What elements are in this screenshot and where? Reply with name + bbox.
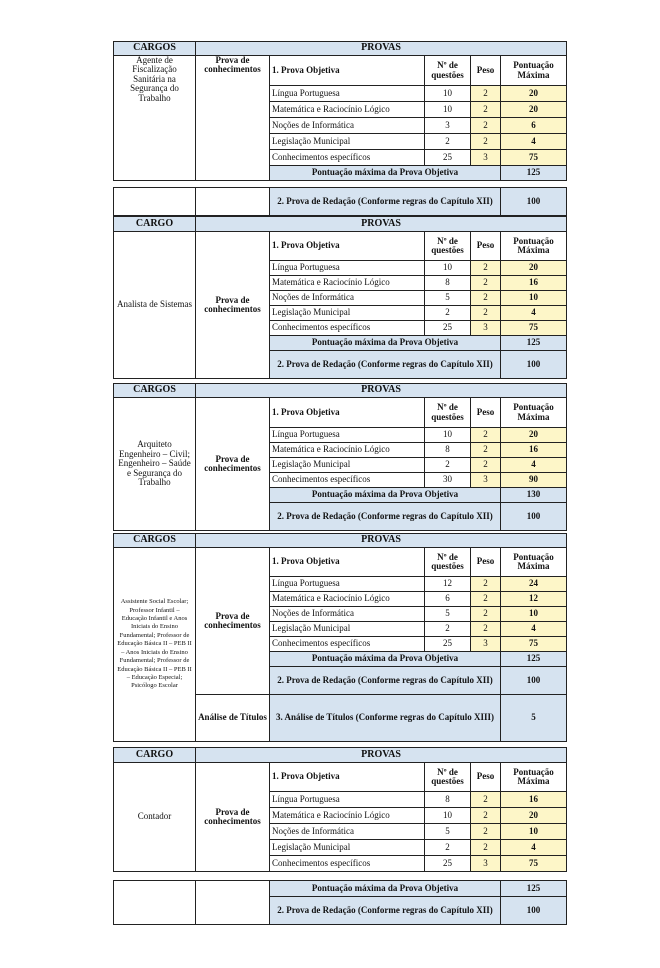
exam-table-professores (113, 533, 567, 742)
objective-title: 1. Prova Objetiva (270, 398, 425, 428)
peso-cell: 2 (471, 443, 501, 458)
pontuacao-cell: 75 (501, 856, 567, 872)
subject-cell: Legislação Municipal (270, 458, 425, 473)
total-label: Pontuação máxima da Prova Objetiva (270, 652, 501, 667)
subject-cell: Matemática e Raciocínio Lógico (270, 276, 425, 291)
redacao-label: 2. Prova de Redação (Conforme regras do Capítulo XII) (270, 897, 501, 925)
pontuacao-cell: 10 (501, 607, 567, 622)
subject-cell: Língua Portuguesa (270, 792, 425, 808)
subject-cell: Matemática e Raciocínio Lógico (270, 592, 425, 607)
peso-cell: 2 (471, 102, 501, 118)
total-label: Pontuação máxima da Prova Objetiva (270, 488, 501, 503)
questoes-cell: 2 (425, 458, 471, 473)
pontuacao-cell: 20 (501, 428, 567, 443)
questoes-cell: 8 (425, 443, 471, 458)
subject-cell: Noções de Informática (270, 607, 425, 622)
peso-cell: 3 (471, 150, 501, 166)
col-pontuacao: Pontuação Máxima (501, 763, 567, 792)
pontuacao-cell: 16 (501, 276, 567, 291)
subject-cell: Conhecimentos específicos (270, 637, 425, 652)
total-label: Pontuação máxima da Prova Objetiva (270, 881, 501, 897)
cargos-header: CARGOS (114, 534, 196, 548)
questoes-cell: 30 (425, 473, 471, 488)
pontuacao-cell: 10 (501, 824, 567, 840)
prova-tipo: Prova de conhecimentos (196, 763, 270, 872)
peso-cell: 3 (471, 473, 501, 488)
cargo-name: Arquiteto Engenheiro – Civil; Engenheiro – Saúde e Segurança do Trabalho (114, 398, 196, 531)
redacao-table-agente (113, 187, 567, 216)
col-questoes: Nº de questões (425, 763, 471, 792)
peso-cell: 2 (471, 592, 501, 607)
prova-tipo: Prova de conhecimentos (196, 56, 270, 181)
redacao-value: 100 (501, 667, 567, 695)
col-questoes: Nº de questões (425, 232, 471, 261)
cargo-header: CARGO (114, 217, 196, 232)
total-value: 125 (501, 881, 567, 897)
questoes-cell: 25 (425, 321, 471, 336)
titulos-value: 5 (501, 695, 567, 742)
questoes-cell: 8 (425, 276, 471, 291)
pontuacao-cell: 4 (501, 840, 567, 856)
pontuacao-cell: 16 (501, 443, 567, 458)
pontuacao-cell: 75 (501, 637, 567, 652)
col-peso: Peso (471, 548, 501, 577)
peso-cell: 2 (471, 276, 501, 291)
col-peso: Peso (471, 232, 501, 261)
subject-cell: Legislação Municipal (270, 134, 425, 150)
total-value: 125 (501, 166, 567, 181)
peso-cell: 2 (471, 306, 501, 321)
pontuacao-cell: 20 (501, 102, 567, 118)
questoes-cell: 12 (425, 577, 471, 592)
pontuacao-cell: 4 (501, 134, 567, 150)
redacao-value: 100 (501, 188, 567, 216)
col-questoes: Nº de questões (425, 56, 471, 86)
provas-header: PROVAS (196, 384, 567, 398)
col-peso: Peso (471, 763, 501, 792)
redacao-label: 2. Prova de Redação (Conforme regras do Capítulo XII) (270, 667, 501, 695)
cargo-name: Contador (114, 763, 196, 872)
exam-table-agente (113, 41, 567, 181)
questoes-cell: 2 (425, 840, 471, 856)
total-label: Pontuação máxima da Prova Objetiva (270, 336, 501, 351)
questoes-cell: 10 (425, 261, 471, 276)
subject-cell: Conhecimentos específicos (270, 150, 425, 166)
subject-cell: Noções de Informática (270, 824, 425, 840)
prova-tipo: Prova de conhecimentos (196, 548, 270, 695)
objective-title: 1. Prova Objetiva (270, 763, 425, 792)
peso-cell: 2 (471, 622, 501, 637)
cargos-header: CARGOS (114, 42, 196, 56)
cargo-name: Agente de Fiscalização Sanitária na Segurança do Trabalho (114, 56, 196, 181)
peso-cell: 2 (471, 577, 501, 592)
peso-cell: 2 (471, 291, 501, 306)
pontuacao-cell: 4 (501, 306, 567, 321)
questoes-cell: 2 (425, 134, 471, 150)
pontuacao-cell: 10 (501, 291, 567, 306)
subject-cell: Conhecimentos específicos (270, 856, 425, 872)
questoes-cell: 5 (425, 607, 471, 622)
pontuacao-cell: 90 (501, 473, 567, 488)
subject-cell: Língua Portuguesa (270, 86, 425, 102)
cargo-header: CARGO (114, 748, 196, 763)
peso-cell: 3 (471, 637, 501, 652)
titulos-label: 3. Análise de Títulos (Conforme regras do Capítulo XIII) (270, 695, 501, 742)
col-pontuacao: Pontuação Máxima (501, 56, 567, 86)
objective-title: 1. Prova Objetiva (270, 232, 425, 261)
pontuacao-cell: 75 (501, 150, 567, 166)
peso-cell: 2 (471, 607, 501, 622)
col-pontuacao: Pontuação Máxima (501, 548, 567, 577)
questoes-cell: 2 (425, 306, 471, 321)
subject-cell: Língua Portuguesa (270, 261, 425, 276)
objective-title: 1. Prova Objetiva (270, 56, 425, 86)
titulos-tipo: Análise de Títulos (196, 695, 270, 742)
cargo-name: Analista de Sistemas (114, 232, 196, 379)
redacao-value: 100 (501, 503, 567, 531)
peso-cell: 2 (471, 86, 501, 102)
prova-tipo: Prova de conhecimentos (196, 398, 270, 531)
peso-cell: 2 (471, 134, 501, 150)
provas-header: PROVAS (196, 42, 567, 56)
peso-cell: 2 (471, 840, 501, 856)
pontuacao-cell: 75 (501, 321, 567, 336)
total-value: 130 (501, 488, 567, 503)
pontuacao-cell: 12 (501, 592, 567, 607)
questoes-cell: 3 (425, 118, 471, 134)
questoes-cell: 25 (425, 856, 471, 872)
col-peso: Peso (471, 398, 501, 428)
subject-cell: Noções de Informática (270, 291, 425, 306)
questoes-cell: 10 (425, 808, 471, 824)
pontuacao-cell: 20 (501, 261, 567, 276)
pontuacao-cell: 4 (501, 622, 567, 637)
subject-cell: Língua Portuguesa (270, 428, 425, 443)
prova-tipo: Prova de conhecimentos (196, 232, 270, 379)
total-value: 125 (501, 652, 567, 667)
subject-cell: Legislação Municipal (270, 306, 425, 321)
exam-table-analista (113, 216, 567, 379)
objective-title: 1. Prova Objetiva (270, 548, 425, 577)
col-questoes: Nº de questões (425, 398, 471, 428)
subject-cell: Matemática e Raciocínio Lógico (270, 443, 425, 458)
subject-cell: Conhecimentos específicos (270, 473, 425, 488)
peso-cell: 2 (471, 118, 501, 134)
questoes-cell: 25 (425, 150, 471, 166)
subject-cell: Legislação Municipal (270, 840, 425, 856)
subject-cell: Matemática e Raciocínio Lógico (270, 808, 425, 824)
subject-cell: Conhecimentos específicos (270, 321, 425, 336)
cargos-header: CARGOS (114, 384, 196, 398)
provas-header: PROVAS (196, 534, 567, 548)
questoes-cell: 5 (425, 824, 471, 840)
exam-table-arquiteto (113, 383, 567, 531)
peso-cell: 2 (471, 824, 501, 840)
pontuacao-cell: 20 (501, 808, 567, 824)
questoes-cell: 10 (425, 428, 471, 443)
total-label: Pontuação máxima da Prova Objetiva (270, 166, 501, 181)
questoes-cell: 6 (425, 592, 471, 607)
questoes-cell: 8 (425, 792, 471, 808)
peso-cell: 3 (471, 856, 501, 872)
redacao-value: 100 (501, 897, 567, 925)
redacao-value: 100 (501, 351, 567, 379)
redacao-label: 2. Prova de Redação (Conforme regras do Capítulo XII) (270, 503, 501, 531)
peso-cell: 3 (471, 321, 501, 336)
peso-cell: 2 (471, 792, 501, 808)
col-pontuacao: Pontuação Máxima (501, 398, 567, 428)
questoes-cell: 5 (425, 291, 471, 306)
peso-cell: 2 (471, 458, 501, 473)
cargo-name: Assistente Social Escolar; Professor Infantil – Educação Infantil e Anos Iniciais do Ensino Fundamental; Professor de Educação Básica II – PEB II – Anos Iniciais do Ensino Fundamental; Professor de Educação Básica II – PEB II – Educação Especial; Psicólogo Escolar (114, 548, 196, 742)
pontuacao-cell: 16 (501, 792, 567, 808)
questoes-cell: 2 (425, 622, 471, 637)
subject-cell: Noções de Informática (270, 118, 425, 134)
subject-cell: Matemática e Raciocínio Lógico (270, 102, 425, 118)
exam-table-contador (113, 747, 567, 872)
col-pontuacao: Pontuação Máxima (501, 232, 567, 261)
pontuacao-cell: 20 (501, 86, 567, 102)
questoes-cell: 10 (425, 86, 471, 102)
questoes-cell: 10 (425, 102, 471, 118)
provas-header: PROVAS (196, 217, 567, 232)
col-peso: Peso (471, 56, 501, 86)
pontuacao-cell: 24 (501, 577, 567, 592)
peso-cell: 2 (471, 428, 501, 443)
total-value: 125 (501, 336, 567, 351)
col-questoes: Nº de questões (425, 548, 471, 577)
peso-cell: 2 (471, 808, 501, 824)
provas-header: PROVAS (196, 748, 567, 763)
pontuacao-cell: 4 (501, 458, 567, 473)
totals-table-contador (113, 880, 567, 925)
redacao-label: 2. Prova de Redação (Conforme regras do Capítulo XII) (270, 188, 501, 216)
subject-cell: Legislação Municipal (270, 622, 425, 637)
pontuacao-cell: 6 (501, 118, 567, 134)
subject-cell: Língua Portuguesa (270, 577, 425, 592)
questoes-cell: 25 (425, 637, 471, 652)
peso-cell: 2 (471, 261, 501, 276)
redacao-label: 2. Prova de Redação (Conforme regras do Capítulo XII) (270, 351, 501, 379)
